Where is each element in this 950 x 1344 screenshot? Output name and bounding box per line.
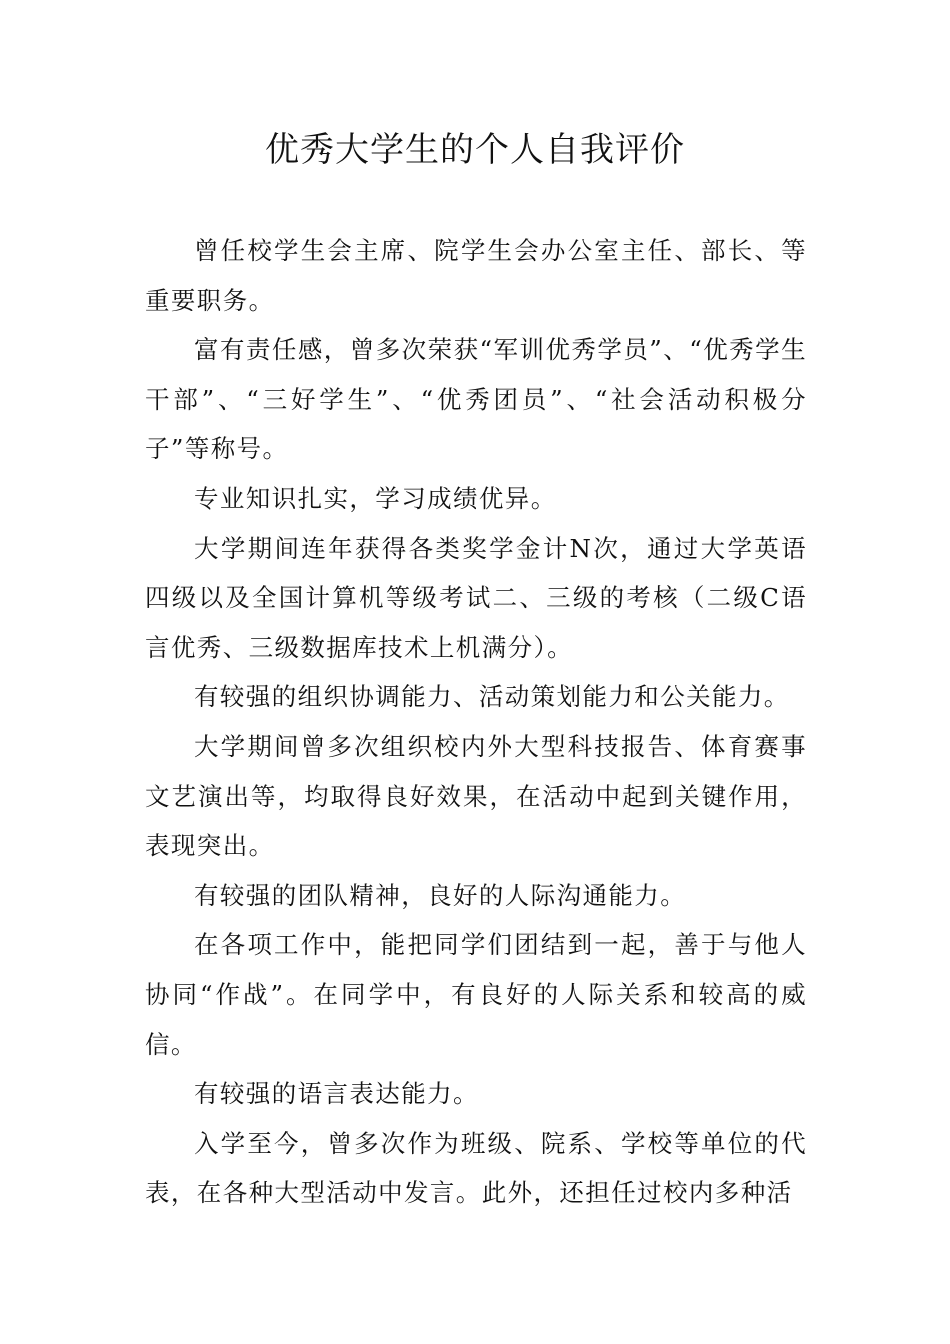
paragraph: 有较强的组织协调能力、活动策划能力和公关能力。 [194, 682, 790, 712]
paragraph: 大学期间曾多次组织校内外大型科技报告、体育赛事文艺演出等，均取得良好效果，在活动中起到关键作用，表现突出。 [145, 731, 807, 861]
paragraph: 在各项工作中，能把同学们团结到一起，善于与他人协同“作战”。在同学中，有良好的人际关系和较高的威信。 [145, 930, 807, 1059]
paragraph: 入学至今，曾多次作为班级、院系、学校等单位的代表，在各种大型活动中发言。此外，还担任过校内多种活 [145, 1128, 807, 1208]
paragraph: 富有责任感，曾多次荣获“军训优秀学员”、“优秀学生干部”、“三好学生”、“优秀团员”、“社会活动积极分子”等称号。 [145, 335, 807, 464]
paragraph: 有较强的团队精神，良好的人际沟通能力。 [194, 880, 687, 910]
document-body [145, 226, 807, 1218]
paragraph: 有较强的语言表达能力。 [194, 1079, 479, 1109]
paragraph: 曾任校学生会主席、院学生会办公室主任、部长、等重要职务。 [145, 236, 807, 315]
paragraph: 大学期间连年获得各类奖学金计N次，通过大学英语四级以及全国计算机等级考试二、三级的考核（二级C语言优秀、三级数据库技术上机满分）。 [145, 533, 807, 662]
paragraph: 专业知识扎实，学习成绩优异。 [194, 483, 557, 513]
document-title: 优秀大学生的个人自我评价 [265, 130, 685, 170]
